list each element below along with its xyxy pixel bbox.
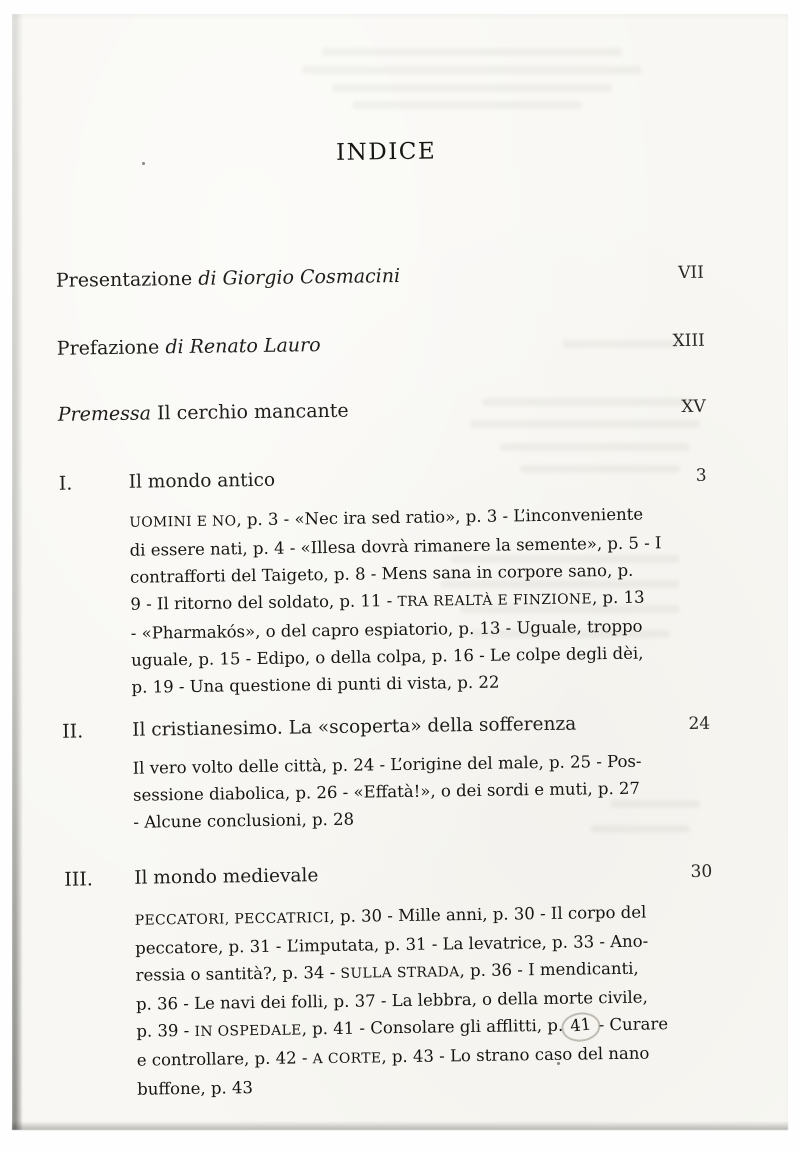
page-number: 24 [688,713,711,734]
small-caps-heading: SULLA STRADA [340,964,460,982]
chapter-entry [59,462,707,498]
book-page [12,14,788,1130]
chapter-subentries [129,500,722,701]
small-caps-heading: A CORTE [312,1050,382,1068]
text-segment: p. 19 - Una questione di punti di vista, p. 22 [131,672,500,697]
page-number: XIII [672,330,705,352]
text-segment: , p. 41 - Consolare gli afflitti, p. [301,1015,569,1039]
text-segment: Il vero volto delle città, p. 24 - L’origine del male, p. 25 - Pos- [132,751,642,778]
text-segment: di essere nati, p. 4 - «Illesa dovrà rimanere la semente», p. 5 - I [129,533,662,560]
text-segment: Presentazione [55,267,199,292]
text-segment: e controllare, p. 42 - [136,1048,313,1070]
page-number: XV [681,396,706,418]
text-segment: p. 36 - Le navi dei folli, p. 37 - La lebbra, o della morte civile, [135,987,648,1014]
chapter-title: Il mondo antico [128,469,276,493]
chapter-subentries [133,747,724,836]
text-segment: peccatore, p. 31 - L’imputata, p. 31 - La levatrice, p. 33 - Ano- [135,931,649,958]
chapter-title: Il mondo medievale [134,865,319,889]
front-matter-entry [58,393,706,429]
chapter-numeral: III. [64,868,93,891]
small-caps-heading: IN OSPEDALE [194,1022,302,1040]
text-segment: - Alcune conclusioni, p. 28 [133,809,355,832]
text-segment: uguale, p. 15 - Edipo, o della colpa, p. 16 - Le colpe degli dèi, [131,643,644,670]
small-caps-heading: UOMINI E NO [129,513,237,531]
chapter-title: Il cristianesimo. La «scoperta» della sofferenza [132,713,577,741]
text-segment: contrafforti del Taigeto, p. 8 - Mens sana in corpore sano, p. [129,560,634,587]
text-segment: Il cerchio mancante [150,399,349,425]
text-segment: - «Pharmakós», o del capro espiatorio, p. 13 - Uguale, troppo [130,616,643,643]
text-segment: Prefazione [56,336,166,360]
text-segment: , p. 43 - Lo strano caso del nano [381,1043,650,1067]
text-segment: 9 - Il ritorno del soldato, p. 11 - [130,591,398,614]
page-number: 3 [695,465,707,486]
entry-label [56,263,401,294]
text-segment: , p. 13 [591,587,645,608]
text-segment: , p. 3 - «Nec ira sed ratio», p. 3 - L’inconveniente [236,504,644,530]
entry-label [58,398,349,428]
page-number: VII [677,262,704,284]
text-segment: buffone, p. 43 [137,1078,254,1099]
chapter-numeral: I. [58,472,73,495]
chapter-entry [64,858,712,894]
text-segment: p. 39 - [136,1020,195,1041]
small-caps-heading: TRA REALTÀ E FINZIONE [397,591,593,611]
small-caps-heading: PECCATORI, PECCATRICI [134,910,330,929]
text-segment: , p. 30 - Mille anni, p. 30 - Il corpo del [329,902,647,927]
chapter-numeral: II. [62,720,84,743]
text-segment: - Curare [593,1014,669,1035]
text-segment: , p. 36 - I mendicanti, [459,958,639,981]
chapter-subentries [135,897,728,1102]
front-matter-entry [57,327,705,363]
front-matter-entry [56,259,704,295]
italic-text: di Renato Lauro [165,334,321,359]
italic-text: di Giorgio Cosmacini [198,264,401,290]
italic-text: Premessa [57,402,152,426]
entry-label [57,332,321,362]
page-number: 30 [690,861,713,882]
page-content [4,9,796,1136]
text-segment: sessione diabolica, p. 26 - «Effatà!», o dei sordi e muti, p. 27 [132,778,641,805]
page-title: INDICE [335,138,437,166]
chapter-entry [62,710,710,746]
pencil-circle-annotation: 41 [560,1010,602,1043]
text-segment: ressia o santità?, p. 34 - [135,962,341,985]
